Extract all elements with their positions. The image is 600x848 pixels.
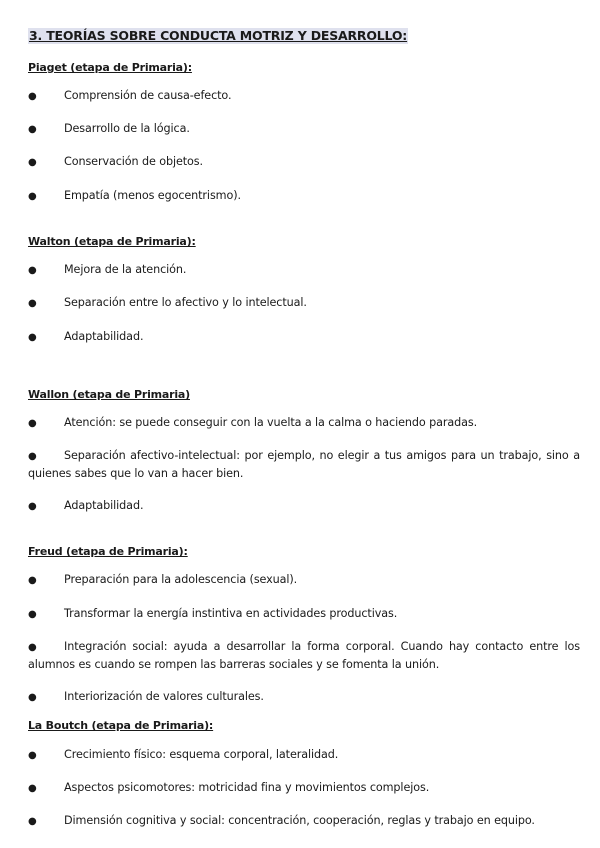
list-item-text: Atención: se puede conseguir con la vuelta a la calma o haciendo paradas. [64, 416, 478, 429]
list-item [28, 187, 580, 205]
bullet-icon: ● [28, 332, 37, 343]
list-item [28, 812, 580, 830]
bullet-icon: ● [28, 124, 37, 135]
section-heading-la-boutch: La Boutch (etapa de Primaria): [28, 719, 214, 732]
list-item [28, 153, 580, 171]
list-item-text: Preparación para la adolescencia (sexual). [64, 573, 298, 586]
list-item [28, 746, 580, 764]
list-item-text: Comprensión de causa-efecto. [64, 89, 232, 102]
section-heading-freud: Freud (etapa de Primaria): [28, 545, 188, 558]
list-item-text: Crecimiento físico: esquema corporal, lateralidad. [64, 748, 339, 761]
section-heading-piaget: Piaget (etapa de Primaria): [28, 61, 192, 74]
section-heading-wallon: Wallon (etapa de Primaria) [28, 388, 190, 401]
bullet-icon: ● [28, 609, 37, 620]
bullet-icon: ● [28, 816, 37, 827]
list-item [28, 328, 580, 346]
list-item [28, 497, 580, 515]
list-item-text: Empatía (menos egocentrismo). [64, 189, 241, 202]
bullet-icon: ● [28, 575, 37, 586]
list-item-text: Adaptabilidad. [64, 499, 144, 512]
list-item-text: Transformar la energía instintiva en actividades productivas. [64, 607, 398, 620]
list-item-text: Separación entre lo afectivo y lo intelectual. [64, 296, 307, 309]
list-item-text: Conservación de objetos. [64, 155, 203, 168]
list-item [28, 294, 580, 312]
list-item-text: Integración social: ayuda a desarrollar la forma corporal. Cuando hay contacto entre los alumnos es cuando se rompen las barreras sociales y se fomenta la unión. [28, 640, 580, 671]
bullet-icon: ● [28, 501, 37, 512]
list-item [28, 571, 580, 589]
list-item [28, 87, 580, 105]
document-title: 3. TEORÍAS SOBRE CONDUCTA MOTRIZ Y DESARROLLO: [29, 28, 408, 43]
list-item [28, 638, 580, 673]
list-item-text: Desarrollo de la lógica. [64, 122, 190, 135]
list-item [28, 688, 580, 706]
list-item-text: Aspectos psicomotores: motricidad fina y movimientos complejos. [64, 781, 430, 794]
list-item [28, 414, 580, 432]
bullet-icon: ● [28, 750, 37, 761]
bullet-icon: ● [28, 783, 37, 794]
bullet-icon: ● [28, 191, 37, 202]
list-item-text: Interiorización de valores culturales. [64, 690, 264, 703]
list-item-text: Mejora de la atención. [64, 263, 187, 276]
bullet-icon: ● [28, 451, 37, 462]
section-heading-walton: Walton (etapa de Primaria): [28, 235, 196, 248]
list-item [28, 779, 580, 797]
list-item [28, 261, 580, 279]
list-item-text: Separación afectivo-intelectual: por ejemplo, no elegir a tus amigos para un trabajo, sino a quienes sabes que lo van a hacer bien. [28, 449, 580, 480]
list-item-text: Adaptabilidad. [64, 330, 144, 343]
bullet-icon: ● [28, 298, 37, 309]
bullet-icon: ● [28, 642, 37, 653]
list-item-text: Dimensión cognitiva y social: concentración, cooperación, reglas y trabajo en equipo. [64, 814, 535, 827]
bullet-icon: ● [28, 91, 37, 102]
list-item [28, 447, 580, 482]
bullet-icon: ● [28, 418, 37, 429]
list-item [28, 605, 580, 623]
bullet-icon: ● [28, 265, 37, 276]
list-item [28, 120, 580, 138]
bullet-icon: ● [28, 157, 37, 168]
bullet-icon: ● [28, 692, 37, 703]
